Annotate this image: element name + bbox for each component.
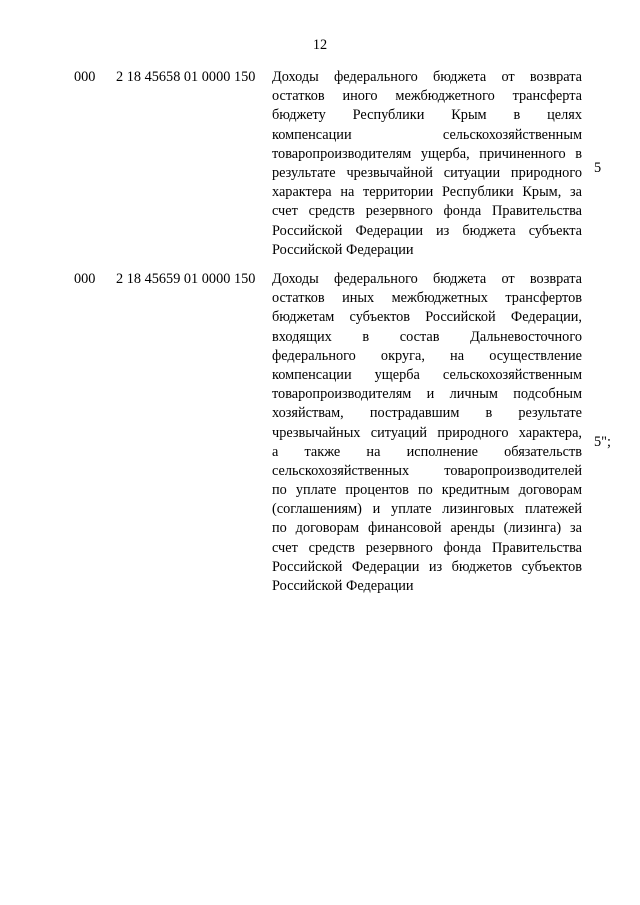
description-line: остатков иного межбюджетного трансферта — [272, 88, 582, 105]
description-line: хозяйствам, пострадавшим в результате — [272, 405, 582, 422]
description-line: федерального округа, на осуществление — [272, 347, 582, 364]
kbk-code: 2 18 45658 01 0000 150 — [116, 69, 256, 85]
page-number: 12 — [312, 37, 328, 53]
description-line: входящих в состав Дальневосточного — [272, 328, 582, 345]
description-line: Российской Федерации — [272, 241, 414, 258]
row-description — [272, 68, 582, 260]
description-line: товаропроизводителям и личным подсобным — [272, 386, 582, 403]
description-line: Доходы федерального бюджета от возврата — [272, 69, 582, 85]
description-line: Российской Федерации из бюджета субъекта — [272, 222, 582, 239]
description-line: Доходы федерального бюджета от возврата — [272, 271, 582, 287]
admin-code: 000 — [74, 69, 96, 85]
row-value: 5"; — [594, 434, 611, 450]
description-line: результате чрезвычайной ситуации природного — [272, 164, 582, 181]
description-line: Российской Федерации — [272, 578, 414, 594]
description-line: сельскохозяйственных товаропроизводителей — [272, 462, 582, 479]
admin-code: 000 — [74, 271, 96, 287]
description-line: по договорам финансовой аренды (лизинга) за — [272, 520, 582, 537]
kbk-code: 2 18 45659 01 0000 150 — [116, 271, 256, 287]
description-line: (соглашениям) и уплате лизинговых платежей — [272, 501, 582, 518]
description-line: характера на территории Республики Крым, за — [272, 184, 582, 201]
description-line: а также на исполнение обязательств — [272, 443, 582, 460]
row-value: 5 — [594, 160, 602, 176]
description-line: бюджетам субъектов Российской Федерации, — [272, 309, 582, 326]
description-line: счет средств резервного фонда Правительства — [272, 539, 582, 556]
row-description — [272, 270, 582, 596]
description-line: счет средств резервного фонда Правительства — [272, 203, 582, 220]
description-line: чрезвычайных ситуаций природного характера, — [272, 424, 582, 441]
description-line: бюджету Республики Крым в целях — [272, 107, 582, 124]
description-line: по уплате процентов по кредитным договорам — [272, 482, 582, 499]
description-line: Российской Федерации из бюджетов субъектов — [272, 558, 582, 575]
description-line: остатков иных межбюджетных трансфертов — [272, 290, 582, 307]
description-line: компенсации сельскохозяйственным — [272, 126, 582, 143]
description-line: товаропроизводителям ущерба, причиненного в — [272, 145, 582, 162]
description-line: компенсации ущерба сельскохозяйственным — [272, 366, 582, 383]
